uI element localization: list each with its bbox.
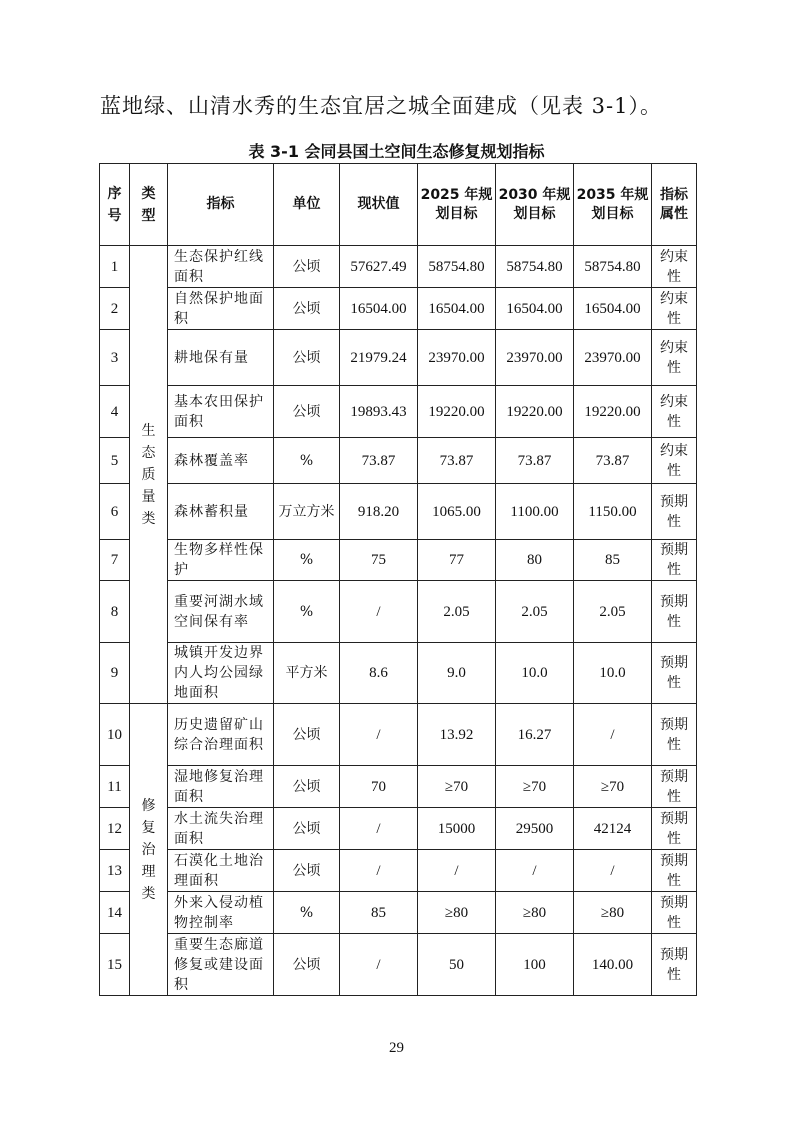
indicator-name: 生物多样性保护 <box>168 540 274 581</box>
row-number: 14 <box>100 892 130 934</box>
target-2035: 23970.00 <box>574 330 652 386</box>
header-unit: 单位 <box>274 164 340 246</box>
unit: 公顷 <box>274 808 340 850</box>
target-2025: 16504.00 <box>418 288 496 330</box>
table-row <box>100 330 697 386</box>
header-type: 类型 <box>130 164 168 246</box>
indicator-name: 水土流失治理面积 <box>168 808 274 850</box>
indicator-name: 石漠化土地治理面积 <box>168 850 274 892</box>
row-number: 5 <box>100 438 130 484</box>
table-row <box>100 643 697 704</box>
target-2025: 1065.00 <box>418 484 496 540</box>
table-row <box>100 766 697 808</box>
target-2025: 9.0 <box>418 643 496 704</box>
unit: % <box>274 540 340 581</box>
header-2035: 2035 年规划目标 <box>574 164 652 246</box>
target-2030: 16504.00 <box>496 288 574 330</box>
indicator-attribute: 预期性 <box>652 808 697 850</box>
row-number: 11 <box>100 766 130 808</box>
header-seq: 序号 <box>100 164 130 246</box>
header-attr: 指标属性 <box>652 164 697 246</box>
unit: 万立方米 <box>274 484 340 540</box>
target-2035: 58754.80 <box>574 246 652 288</box>
target-2030: 73.87 <box>496 438 574 484</box>
indicator-name: 重要河湖水域空间保有率 <box>168 581 274 643</box>
target-2025: 15000 <box>418 808 496 850</box>
indicator-attribute: 预期性 <box>652 581 697 643</box>
row-number: 9 <box>100 643 130 704</box>
target-2035: 42124 <box>574 808 652 850</box>
category-cell <box>130 246 168 704</box>
target-2035: 2.05 <box>574 581 652 643</box>
indicator-name: 耕地保有量 <box>168 330 274 386</box>
target-2035: 73.87 <box>574 438 652 484</box>
unit: 平方米 <box>274 643 340 704</box>
current-value: / <box>340 808 418 850</box>
indicator-name: 自然保护地面积 <box>168 288 274 330</box>
table-row <box>100 581 697 643</box>
unit: 公顷 <box>274 934 340 996</box>
row-number: 10 <box>100 704 130 766</box>
current-value: 21979.24 <box>340 330 418 386</box>
indicator-attribute: 预期性 <box>652 643 697 704</box>
indicator-attribute: 约束性 <box>652 386 697 438</box>
target-2035: 1150.00 <box>574 484 652 540</box>
table-row <box>100 540 697 581</box>
table-row <box>100 850 697 892</box>
target-2025: 73.87 <box>418 438 496 484</box>
current-value: / <box>340 704 418 766</box>
target-2025: 58754.80 <box>418 246 496 288</box>
target-2035: / <box>574 704 652 766</box>
target-2030: / <box>496 850 574 892</box>
indicator-attribute: 预期性 <box>652 540 697 581</box>
category-label: 修复治理类 <box>141 797 156 902</box>
target-2030: 2.05 <box>496 581 574 643</box>
current-value: 75 <box>340 540 418 581</box>
indicator-attribute: 预期性 <box>652 934 697 996</box>
target-2025: 77 <box>418 540 496 581</box>
table-row <box>100 808 697 850</box>
unit: 公顷 <box>274 850 340 892</box>
row-number: 7 <box>100 540 130 581</box>
row-number: 8 <box>100 581 130 643</box>
page-number: 29 <box>389 1040 404 1056</box>
row-number: 4 <box>100 386 130 438</box>
current-value: 8.6 <box>340 643 418 704</box>
row-number: 6 <box>100 484 130 540</box>
table-caption: 表 3-1 会同县国土空间生态修复规划指标 <box>248 142 545 161</box>
indicator-attribute: 预期性 <box>652 850 697 892</box>
row-number: 3 <box>100 330 130 386</box>
target-2030: 1100.00 <box>496 484 574 540</box>
target-2035: 16504.00 <box>574 288 652 330</box>
indicator-attribute: 约束性 <box>652 330 697 386</box>
category-cell <box>130 704 168 996</box>
unit: 公顷 <box>274 246 340 288</box>
target-2025: ≥70 <box>418 766 496 808</box>
header-row <box>100 164 697 246</box>
row-number: 12 <box>100 808 130 850</box>
target-2030: 10.0 <box>496 643 574 704</box>
indicator-attribute: 约束性 <box>652 246 697 288</box>
indicator-name: 生态保护红线面积 <box>168 246 274 288</box>
current-value: / <box>340 850 418 892</box>
unit: 公顷 <box>274 704 340 766</box>
category-label: 生态质量类 <box>141 422 156 527</box>
table-row <box>100 288 697 330</box>
current-value: 70 <box>340 766 418 808</box>
unit: % <box>274 581 340 643</box>
indicator-name: 城镇开发边界内人均公园绿地面积 <box>168 643 274 704</box>
target-2025: 2.05 <box>418 581 496 643</box>
table-row <box>100 704 697 766</box>
header-2030: 2030 年规划目标 <box>496 164 574 246</box>
row-number: 2 <box>100 288 130 330</box>
unit: 公顷 <box>274 386 340 438</box>
current-value: 57627.49 <box>340 246 418 288</box>
indicator-name: 森林蓄积量 <box>168 484 274 540</box>
unit: 公顷 <box>274 288 340 330</box>
target-2030: 16.27 <box>496 704 574 766</box>
indicator-name: 基本农田保护面积 <box>168 386 274 438</box>
row-number: 1 <box>100 246 130 288</box>
unit: % <box>274 438 340 484</box>
target-2030: 100 <box>496 934 574 996</box>
target-2030: ≥70 <box>496 766 574 808</box>
row-number: 15 <box>100 934 130 996</box>
indicator-attribute: 预期性 <box>652 892 697 934</box>
current-value: 73.87 <box>340 438 418 484</box>
table-row <box>100 386 697 438</box>
target-2030: 80 <box>496 540 574 581</box>
target-2035: / <box>574 850 652 892</box>
unit: 公顷 <box>274 766 340 808</box>
target-2035: 10.0 <box>574 643 652 704</box>
table-row <box>100 892 697 934</box>
indicator-name: 外来入侵动植物控制率 <box>168 892 274 934</box>
indicator-attribute: 约束性 <box>652 438 697 484</box>
indicator-attribute: 预期性 <box>652 484 697 540</box>
target-2035: 140.00 <box>574 934 652 996</box>
table-row <box>100 246 697 288</box>
target-2025: 13.92 <box>418 704 496 766</box>
target-2030: 23970.00 <box>496 330 574 386</box>
current-value: / <box>340 581 418 643</box>
unit: % <box>274 892 340 934</box>
indicator-name: 森林覆盖率 <box>168 438 274 484</box>
row-number: 13 <box>100 850 130 892</box>
intro-paragraph: 蓝地绿、山清水秀的生态宜居之城全面建成（见表 3-1）。 <box>100 94 662 118</box>
indicator-name: 重要生态廊道修复或建设面积 <box>168 934 274 996</box>
target-2030: 19220.00 <box>496 386 574 438</box>
target-2025: / <box>418 850 496 892</box>
indicator-attribute: 约束性 <box>652 288 697 330</box>
target-2035: 85 <box>574 540 652 581</box>
current-value: 19893.43 <box>340 386 418 438</box>
target-2035: 19220.00 <box>574 386 652 438</box>
indicator-name: 湿地修复治理面积 <box>168 766 274 808</box>
header-indicator: 指标 <box>168 164 274 246</box>
target-2035: ≥80 <box>574 892 652 934</box>
unit: 公顷 <box>274 330 340 386</box>
target-2025: 19220.00 <box>418 386 496 438</box>
header-current: 现状值 <box>340 164 418 246</box>
target-2035: ≥70 <box>574 766 652 808</box>
table-row <box>100 438 697 484</box>
target-2025: 23970.00 <box>418 330 496 386</box>
current-value: / <box>340 934 418 996</box>
header-2025: 2025 年规划目标 <box>418 164 496 246</box>
planning-indicators-table <box>99 163 697 996</box>
target-2030: 58754.80 <box>496 246 574 288</box>
target-2025: ≥80 <box>418 892 496 934</box>
target-2030: 29500 <box>496 808 574 850</box>
current-value: 85 <box>340 892 418 934</box>
indicator-attribute: 预期性 <box>652 766 697 808</box>
current-value: 16504.00 <box>340 288 418 330</box>
current-value: 918.20 <box>340 484 418 540</box>
table-row <box>100 484 697 540</box>
indicator-attribute: 预期性 <box>652 704 697 766</box>
indicator-name: 历史遗留矿山综合治理面积 <box>168 704 274 766</box>
target-2030: ≥80 <box>496 892 574 934</box>
target-2025: 50 <box>418 934 496 996</box>
table-row <box>100 934 697 996</box>
